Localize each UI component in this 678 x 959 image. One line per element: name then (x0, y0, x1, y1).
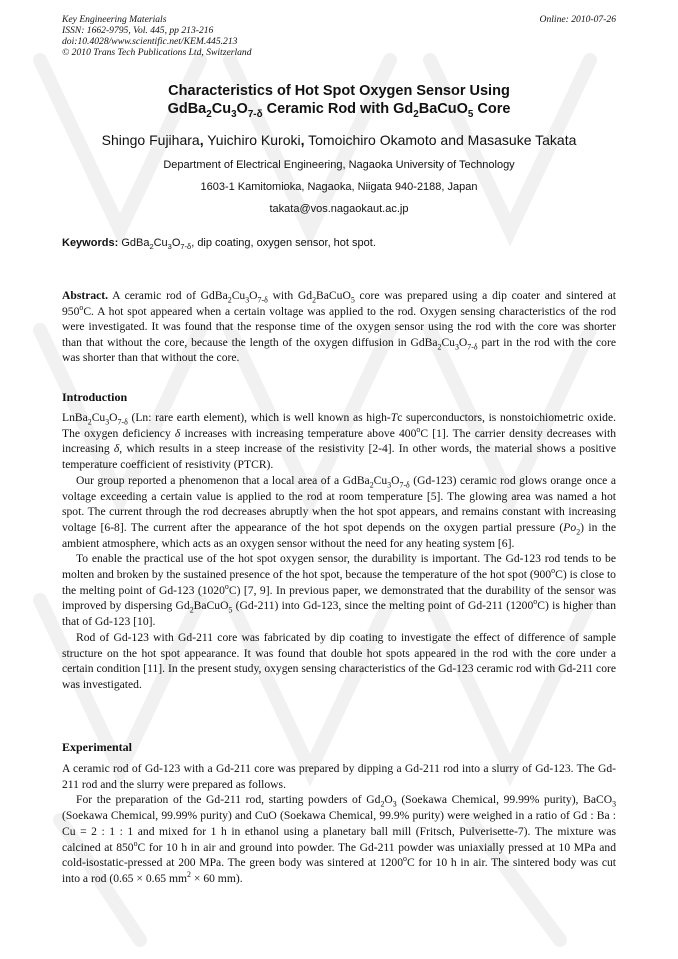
author: Yuichiro Kuroki (207, 132, 301, 148)
title-line-2: $GdBa_2Cu_3O_{7-\delta}$ Ceramic Rod with $Gd_2BaCuO_5$ Core (167, 101, 511, 120)
affiliation-department: Department of Electrical Engineering, Nagaoka University of Technology (163, 159, 515, 171)
paragraph: A ceramic rod of Gd-123 with a Gd-211 core was prepared by dipping a Gd-211 rod into a slurry of Gd-123. The Gd-211 rod and the slurry were prepared as follows. (62, 762, 616, 791)
introduction-body (62, 410, 616, 693)
experimental-body (62, 761, 616, 887)
keywords-label: Keywords: (62, 237, 119, 249)
paragraph: $LnBa_2Cu_3O_{7-\delta}$ (Ln: rare earth element), which is well known as high-Tc superconductors, is nonstoichiometric oxide. The oxygen deficiency δ increases with increasing temperature above 400$^o$C [1]. The carrier density decreases with increasing δ, which results in a steep increase of the resistivity [2-4]. In other words, the material shows a positive temperature coefficient of resistivity (PTCR). (62, 411, 617, 472)
affiliation-address: 1603-1 Kamitomioka, Nagaoka, Niigata 940-2188, Japan (200, 181, 478, 193)
paragraph: Rod of Gd-123 with Gd-211 core was fabricated by dip coating to investigate the effect of difference of sample structure on the hot spot appearance. It was found that double hot spots appeared in the rod with the core under a certain condition [11]. In the present study, oxygen sensing characteristics of the Gd-123 ceramic rod with Gd-211 core was investigated. (62, 630, 616, 691)
online-date: Online: 2010-07-26 (539, 14, 616, 25)
section-heading-experimental: Experimental (62, 740, 132, 754)
abstract: Abstract. A ceramic rod of $GdBa_2Cu_3O_{7-\delta}$ with $Gd_2BaCuO_5$ core was prepared using a dip coater and sintered at 950$^o$C. A hot spot appeared when a certain voltage was applied to the rod. Oxygen sensing characteristics of the rod were investigated. It was found that the response time of the oxygen sensor using the rod with the core was shorter than that without the core, because the length of the oxygen diffusion in $GdBa_2Cu_3O_{7-\delta}$ part in the rod with the core was shorter than that without the core. (62, 289, 617, 365)
doi: doi:10.4028/www.scientific.net/KEM.445.213 (62, 36, 238, 47)
author: Masasuke Takata (467, 132, 577, 148)
copyright: © 2010 Trans Tech Publications Ltd, Switzerland (62, 47, 252, 58)
keywords: Keywords: $GdBa_2Cu_3O_{7-\delta}$, dip coating, oxygen sensor, hot spot. (62, 237, 376, 252)
publication-header (62, 14, 616, 58)
author-list: Shingo Fujihara, Yuichiro Kuroki, Tomoichiro Okamoto and Masasuke Takata (101, 132, 577, 148)
title-line-1: Characteristics of Hot Spot Oxygen Sensor Using (168, 83, 510, 99)
abstract-label: Abstract. (62, 289, 109, 302)
issn: ISSN: 1662-9795, Vol. 445, pp 213-216 (62, 25, 214, 36)
paper-title (62, 82, 616, 118)
author: Tomoichiro Okamoto (308, 132, 437, 148)
journal-name: Key Engineering Materials (62, 14, 167, 25)
author-email[interactable]: takata@vos.nagaokaut.ac.jp (269, 203, 409, 215)
paragraph: For the preparation of the Gd-211 rod, starting powders of $Gd_2O_3$ (Soekawa Chemical, 99.99% purity), BaCO$_3$ (Soekawa Chemical, 99.99% purity) and CuO (Soekawa Chemical, 99.9% purity) were weighed in a ratio of Gd : Ba : Cu = 2 : 1 : 1 and mixed for 1 h in ethanol using a planetary ball mill (Fritsch, Pulverisette-7). The mixture was calcined at 850$^o$C for 10 h in air and ground into powder. The Gd-211 powder was uniaxially pressed at 10 MPa and cold-isostatic-pressed at 200 MPa. The green body was sintered at 1200$^o$C for 10 h in air. The sintered body was cut into a rod (0.65 × 0.65 $mm^2 \times 60$ mm). (62, 793, 617, 885)
paragraph: Our group reported a phenomenon that a local area of a $GdBa_2Cu_3O_{7-\delta}$ (Gd-123) ceramic rod glows orange once a voltage exceeding a certain value is applied to the rod at room temperature [5]. The glowing area was named a hot spot. The current through the rod decreases abruptly when the hot spot appears, and remains constant with increasing voltage [6-8]. The current after the appearance of the hot spot depends on the oxygen partial pressure $(Po_2)$ in the ambient atmosphere, which acts as an oxygen sensor without the need for any heating system [6]. (62, 473, 616, 550)
paragraph: To enable the practical use of the hot spot oxygen sensor, the durability is important. The Gd-123 rod tends to be molten and broken by the sustained presence of the hot spot, because the temperature of the hot spot (900$^o$C) is close to the melting point of Gd-123 (1020$^o$C) [7, 9]. In previous paper, we demonstrated that the durability of the sensor was improved by dispersing $Gd_2BaCuO_5$ (Gd-211) into Gd-123, since the melting point of Gd-211 (1200$^o$C) is higher than that of Gd-123 [10]. (62, 552, 616, 629)
section-heading-introduction: Introduction (62, 390, 128, 404)
author: Shingo Fujihara (101, 132, 200, 148)
